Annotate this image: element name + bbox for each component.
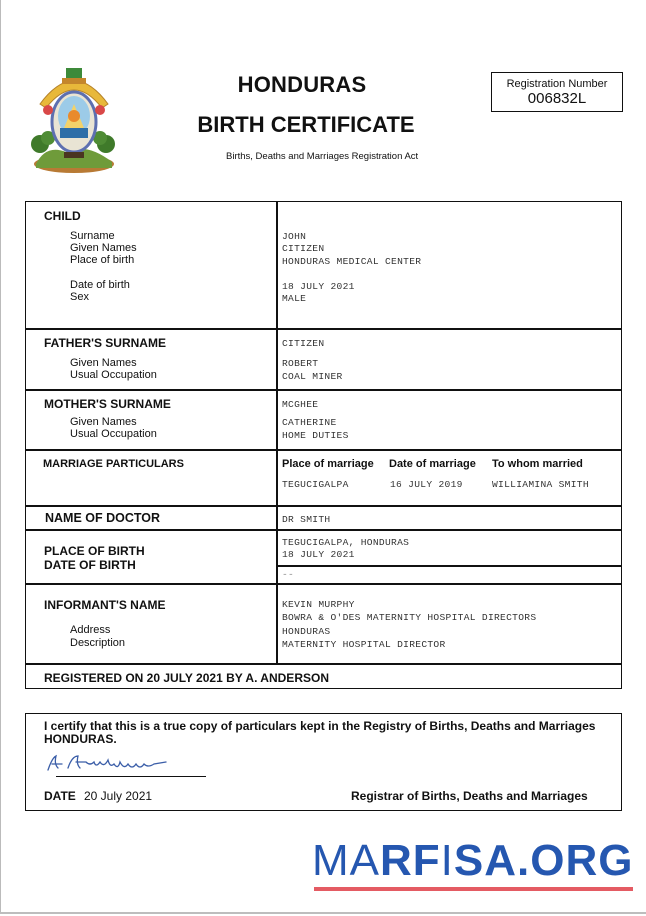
informant-heading: INFORMANT'S NAME xyxy=(44,598,166,612)
page-edge xyxy=(0,912,646,914)
marriage-place-header: Place of marriage xyxy=(282,458,374,470)
mother-occupation-value: HOME DUTIES xyxy=(282,430,349,441)
certification-statement: I certify that this is a true copy of particulars kept in the Registry of Births, Deaths and Marriages HONDURAS. xyxy=(44,719,596,746)
certification-box xyxy=(25,713,622,811)
watermark-text: I xyxy=(440,836,454,885)
watermark-logo xyxy=(312,838,633,884)
mother-given-names-value: CATHERINE xyxy=(282,417,337,428)
page-edge xyxy=(0,0,1,912)
row-divider xyxy=(26,663,621,665)
registrar-title: Registrar of Births, Deaths and Marriages xyxy=(351,789,588,803)
child-date-of-birth-label: Date of birth xyxy=(70,279,130,291)
registered-statement: REGISTERED ON 20 JULY 2021 BY A. ANDERSON xyxy=(44,671,329,685)
informant-description-value: MATERNITY HOSPITAL DIRECTOR xyxy=(282,639,446,650)
act-subtitle: Births, Deaths and Marriages Registration Act xyxy=(226,151,419,162)
child-surname-value: JOHN xyxy=(282,231,307,242)
marriage-place-value: TEGUCIGALPA xyxy=(282,479,349,490)
child-place-of-birth-value: HONDURAS MEDICAL CENTER xyxy=(282,256,422,267)
father-given-names-value: ROBERT xyxy=(282,358,319,369)
child-sex-value: MALE xyxy=(282,293,307,304)
signature-line xyxy=(56,776,206,777)
watermark-text: SA.ORG xyxy=(453,836,634,885)
place-of-birth-value: TEGUCIGALPA, HONDURAS xyxy=(282,537,410,548)
date-of-birth-value: 18 JULY 2021 xyxy=(282,549,355,560)
informant-address-label: Address xyxy=(70,624,111,636)
mother-surname-value: MCGHEE xyxy=(282,399,319,410)
child-heading: CHILD xyxy=(44,209,81,223)
row-divider xyxy=(26,529,621,531)
row-divider xyxy=(26,389,621,391)
registration-number-box xyxy=(491,72,623,112)
certificate-table xyxy=(25,201,622,689)
document-title: BIRTH CERTIFICATE xyxy=(197,112,415,137)
child-place-of-birth-label: Place of birth xyxy=(70,254,135,266)
row-divider xyxy=(26,449,621,451)
place-of-birth-heading: PLACE OF BIRTH xyxy=(44,544,145,558)
doctor-value: DR SMITH xyxy=(282,514,331,525)
certification-date-label: DATE xyxy=(44,789,76,803)
mother-occupation-label: Usual Occupation xyxy=(70,428,157,440)
row-divider xyxy=(26,328,621,330)
informant-description-label: Description xyxy=(70,637,126,649)
child-given-names-value: CITIZEN xyxy=(282,243,325,254)
registration-number-value: 006832L xyxy=(527,90,587,107)
watermark-text: MA xyxy=(312,836,380,885)
father-given-names-label: Given Names xyxy=(70,357,137,369)
child-sex-label: Sex xyxy=(70,291,89,303)
birth-extra-value: -- xyxy=(282,569,295,580)
father-surname-value: CITIZEN xyxy=(282,338,325,349)
marriage-date-header: Date of marriage xyxy=(389,458,476,470)
watermark-text: RF xyxy=(380,836,441,885)
child-given-names-label: Given Names xyxy=(70,242,137,254)
father-occupation-value: COAL MINER xyxy=(282,371,343,382)
honduras-coat-of-arms-icon xyxy=(26,64,122,174)
informant-address-line2: HONDURAS xyxy=(282,626,331,637)
marriage-spouse-value: WILLIAMINA SMITH xyxy=(492,479,589,490)
informant-name-value: KEVIN MURPHY xyxy=(282,599,355,610)
father-occupation-label: Usual Occupation xyxy=(70,369,157,381)
country-title: HONDURAS xyxy=(237,72,367,97)
child-date-of-birth-value: 18 JULY 2021 xyxy=(282,281,355,292)
row-divider xyxy=(276,565,621,567)
marriage-heading: MARRIAGE PARTICULARS xyxy=(43,458,184,470)
row-divider xyxy=(26,505,621,507)
certification-date-value: 20 July 2021 xyxy=(84,789,153,803)
marriage-spouse-header: To whom married xyxy=(492,458,583,470)
signature-icon xyxy=(42,752,172,776)
watermark-underline xyxy=(314,887,633,891)
informant-address-line1: BOWRA & O'DES MATERNITY HOSPITAL DIRECTORS xyxy=(282,612,537,623)
marriage-date-value: 16 JULY 2019 xyxy=(390,479,463,490)
registration-number-label: Registration Number xyxy=(506,78,608,90)
child-surname-label: Surname xyxy=(70,230,115,242)
row-divider xyxy=(26,583,621,585)
column-divider xyxy=(276,202,278,664)
mother-heading: MOTHER'S SURNAME xyxy=(44,397,171,411)
doctor-heading: NAME OF DOCTOR xyxy=(45,511,161,525)
date-of-birth-heading: DATE OF BIRTH xyxy=(44,558,136,572)
father-heading: FATHER'S SURNAME xyxy=(44,336,166,350)
mother-given-names-label: Given Names xyxy=(70,416,137,428)
